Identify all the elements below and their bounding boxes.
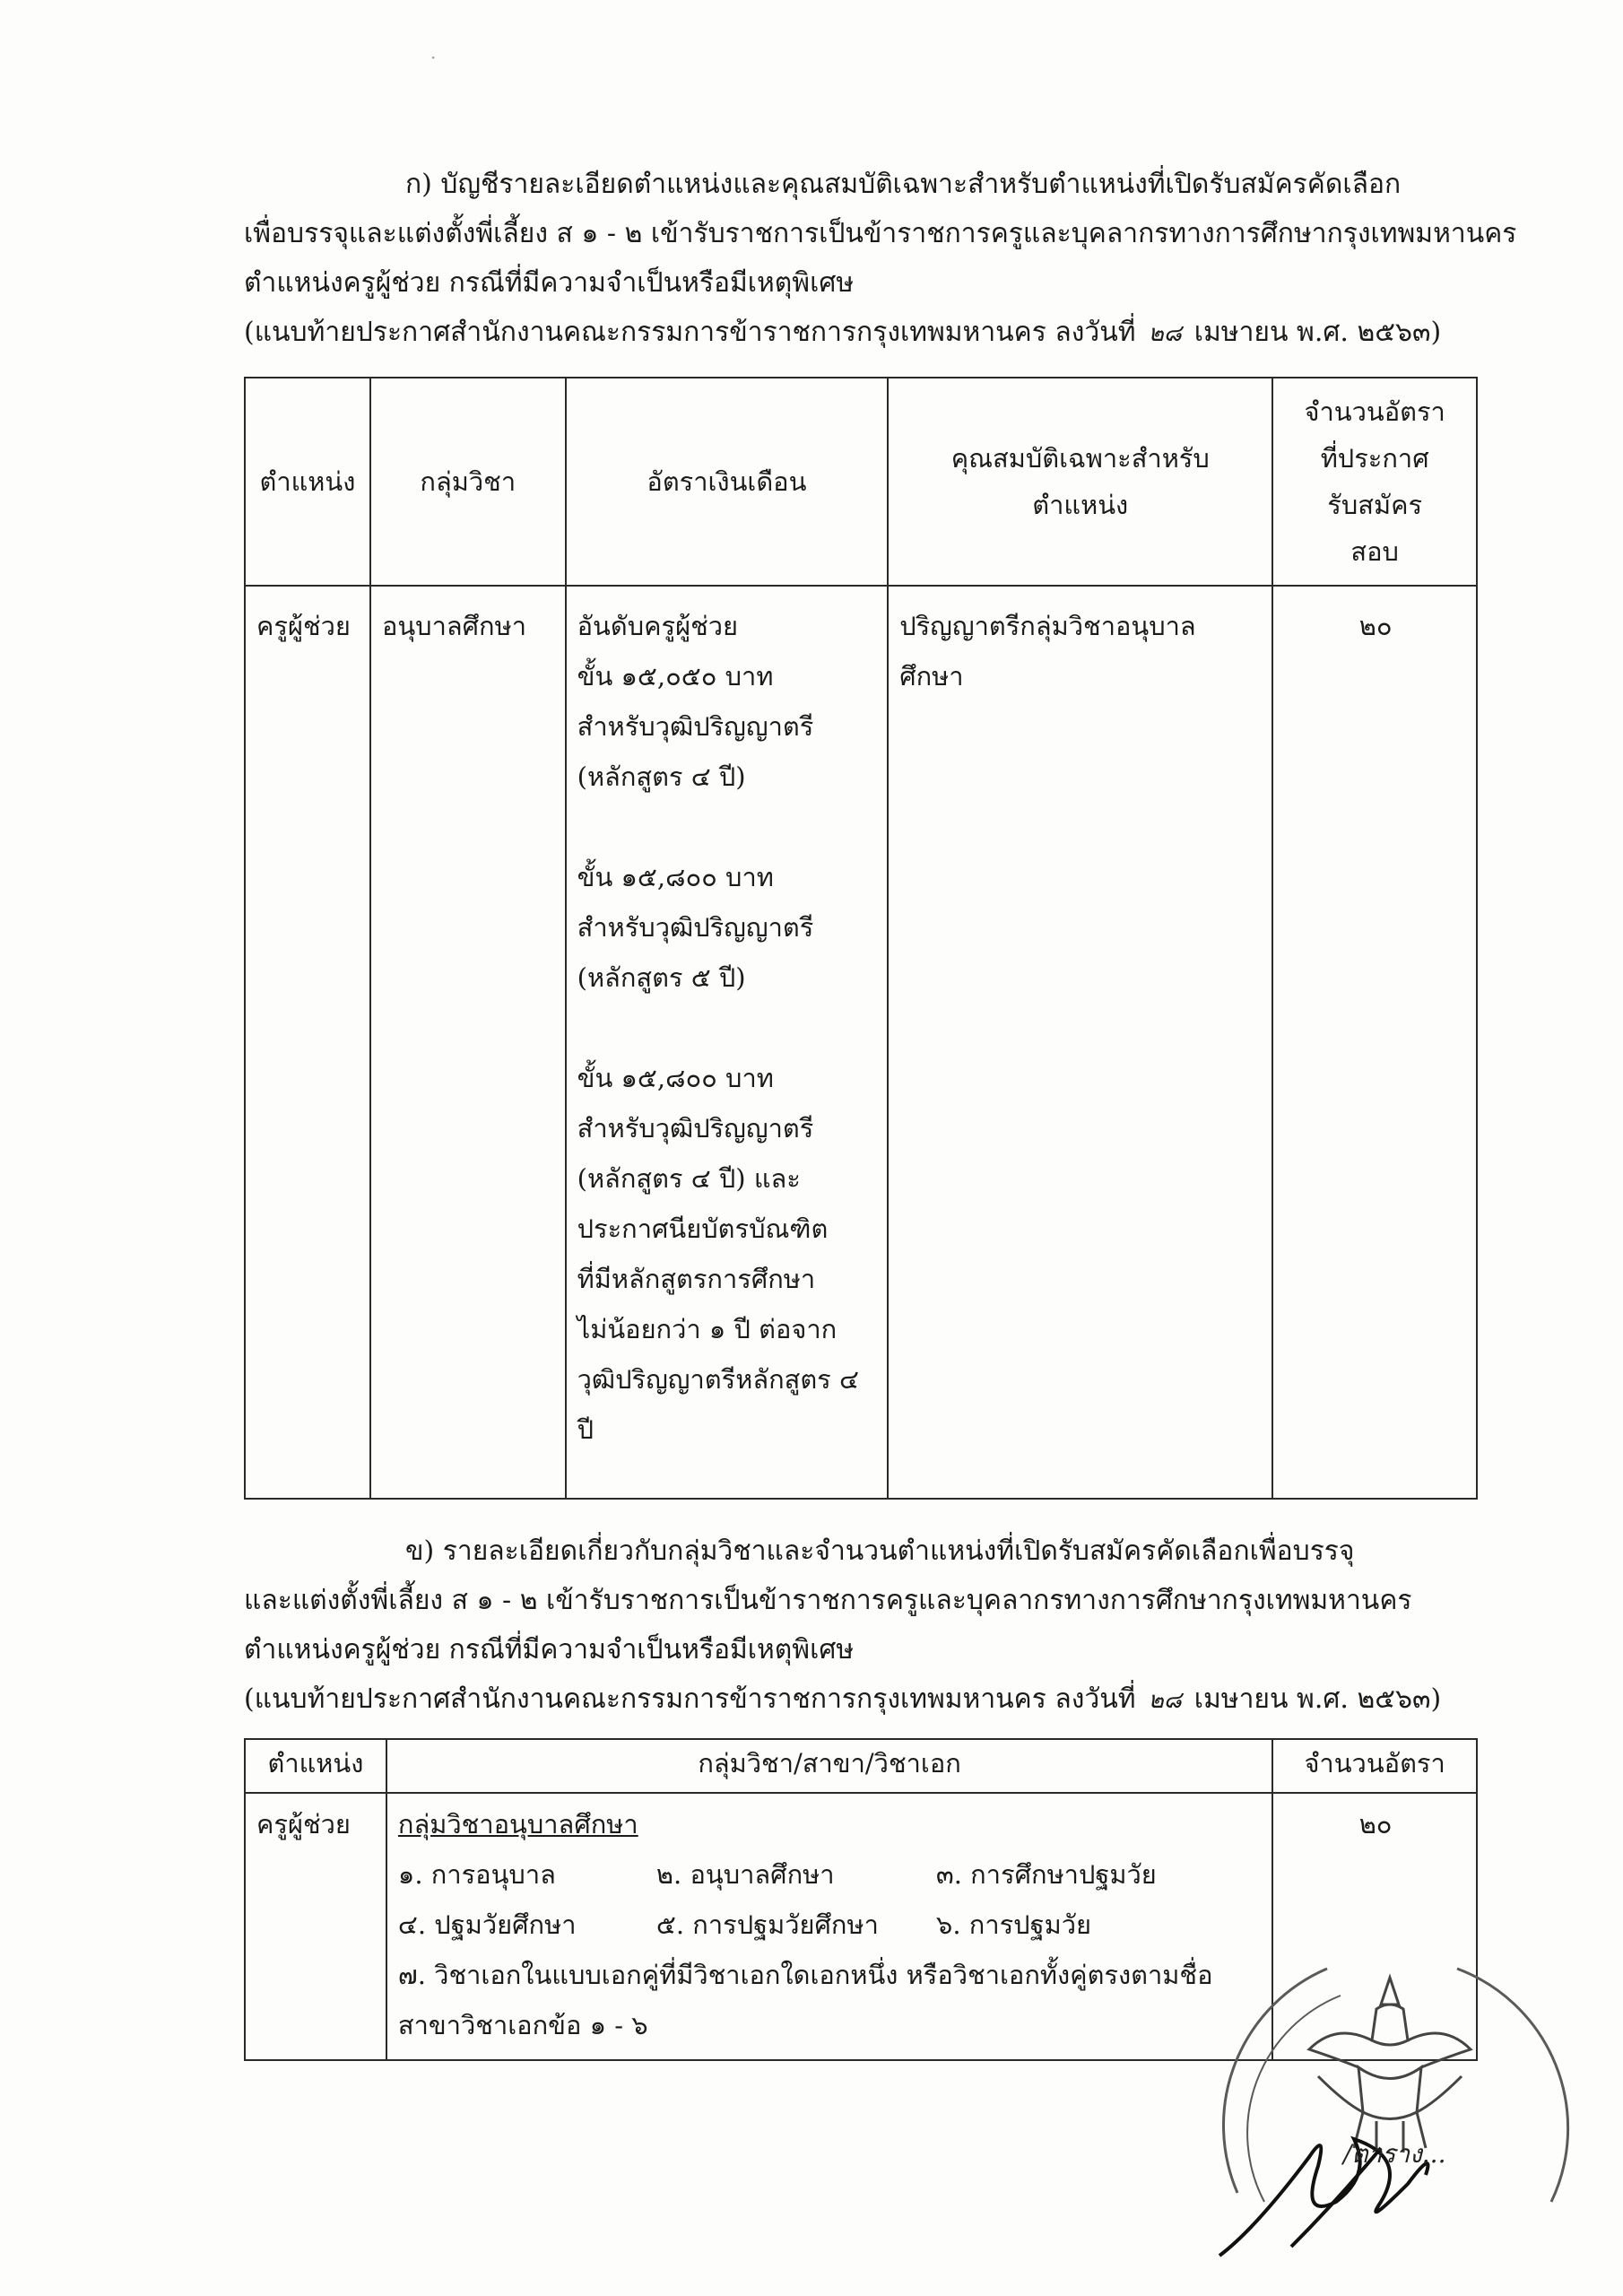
majors-list: [398, 1849, 1263, 1950]
section-a-heading-line1: ก) บัญชีรายละเอียดตำแหน่งและคุณสมบัติเฉพาะสำหรับตำแหน่งที่เปิดรับสมัครคัดเลือก: [405, 169, 1402, 200]
section-a-heading: [244, 160, 1517, 359]
garuda-emblem-icon: [1309, 1978, 1471, 2152]
scan-speck: ·: [430, 47, 437, 68]
header-position: ตำแหน่ง: [245, 1739, 386, 1793]
list-item: ๒. อนุบาลศึกษา: [655, 1859, 835, 1890]
list-item: ๕. การปฐมวัยศึกษา: [655, 1909, 879, 1940]
table-header-row: [245, 1739, 1477, 1793]
section-b-ref-day: ๒๘: [1148, 1687, 1182, 1714]
section-b-reference: (แนบท้ายประกาศสำนักงานคณะกรรมการข้าราชการกรุงเทพมหานคร ลงวันที่ ๒๘ เมษายน พ.ศ. ๒๕๖๓): [244, 1683, 1442, 1715]
list-item: ๔. ปฐมวัยศึกษา: [397, 1909, 577, 1940]
section-a-reference: (แนบท้ายประกาศสำนักงานคณะกรรมการข้าราชการกรุงเทพมหานคร ลงวันที่ ๒๘ เมษายน พ.ศ. ๒๕๖๓): [244, 317, 1442, 348]
major-7-line1: ๗. วิชาเอกในแบบเอกคู่ที่มีวิชาเอกใดเอกหนึ่ง หรือวิชาเอกทั้งคู่ตรงตามชื่อ: [397, 1960, 1213, 1990]
cell-group-major: [386, 1793, 1272, 2060]
header-count: จำนวนอัตรา ที่ประกาศ รับสมัคร สอบ: [1272, 378, 1477, 586]
header-position: ตำแหน่ง: [245, 378, 370, 586]
group-title: กลุ่มวิชาอนุบาลศึกษา: [397, 1809, 638, 1839]
position-qualification-table: [244, 377, 1478, 1500]
cell-count: ๒๐: [1272, 1793, 1477, 2060]
list-item: ๖. การปฐมวัย: [935, 1909, 1091, 1940]
section-b-heading-line3: ตำแหน่งครูผู้ช่วย กรณีที่มีความจำเป็นหรือมีเหตุพิเศษ: [244, 1634, 855, 1665]
section-b-heading-line1: ข) รายละเอียดเกี่ยวกับกลุ่มวิชาและจำนวนตำแหน่งที่เปิดรับสมัครคัดเลือกเพื่อบรรจุ: [405, 1535, 1355, 1567]
cell-salary: อันดับครูผู้ช่วย ขั้น ๑๕,๐๕๐ บาท สำหรับวุฒิปริญญาตรี (หลักสูตร ๔ ปี) ขั้น ๑๕,๘๐๐ บาท สำหรับวุฒิปริญญาตรี (หลักสูตร ๕ ปี) ขั้น ๑๕,๘๐๐ บาท สำหรับวุฒิปริญญาตรี (หลักสูตร ๔ ปี) และ ประกาศนียบัตรบัณฑิต ที่มีหลักสูตรการศึกษา ไม่น้อยกว่า ๑ ปี ต่อจาก วุฒิปริญญาตรีหลักสูตร ๔ ปี: [566, 586, 889, 1499]
section-a-heading-line2: เพื่อบรรจุและแต่งตั้งพี่เลี้ยง ส ๑ - ๒ เข้ารับราชการเป็นข้าราชการครูและบุคลากรทางการศึกษากรุงเทพมหานคร: [244, 218, 1517, 249]
section-a-heading-line3: ตำแหน่งครูผู้ช่วย กรณีที่มีความจำเป็นหรือมีเหตุพิเศษ: [244, 267, 855, 299]
cell-subject-group: อนุบาลศึกษา: [370, 586, 566, 1499]
table-row: [245, 586, 1477, 1499]
section-a-ref-day: ๒๘: [1148, 320, 1182, 347]
header-salary: อัตราเงินเดือน: [566, 378, 889, 586]
list-item: ๓. การศึกษาปฐมวัย: [935, 1859, 1157, 1890]
cell-qualification: ปริญญาตรีกลุ่มวิชาอนุบาล ศึกษา: [888, 586, 1272, 1499]
header-count: จำนวนอัตรา: [1272, 1739, 1477, 1793]
section-b-heading: [244, 1526, 1481, 1726]
header-qualification: คุณสมบัติเฉพาะสำหรับ ตำแหน่ง: [888, 378, 1272, 586]
table-header-row: [245, 378, 1477, 586]
cell-count: ๒๐: [1272, 586, 1477, 1499]
cell-position: ครูผู้ช่วย: [245, 586, 370, 1499]
list-item: ๑. การอนุบาล: [397, 1859, 556, 1890]
header-subject-group: กลุ่มวิชา: [370, 378, 566, 586]
section-b-heading-line2: และแต่งตั้งพี่เลี้ยง ส ๑ - ๒ เข้ารับราชการเป็นข้าราชการครูและบุคลากรทางการศึกษากรุงเทพมหานคร: [244, 1585, 1412, 1616]
official-seal-stamp: [1202, 1933, 1578, 2274]
continuation-marker: /ตาราง...: [1343, 2139, 1446, 2169]
header-group-major: กลุ่มวิชา/สาขา/วิชาเอก: [386, 1739, 1272, 1793]
cell-position: ครูผู้ช่วย: [245, 1793, 386, 2060]
major-7-line2: สาขาวิชาเอกข้อ ๑ - ๖: [397, 2010, 648, 2040]
